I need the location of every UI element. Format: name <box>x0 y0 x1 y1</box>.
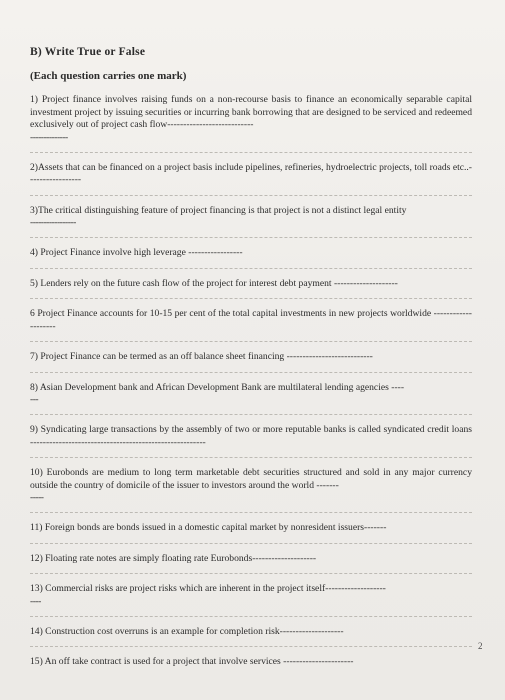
divider <box>30 457 472 458</box>
page-number: 2 <box>478 641 483 651</box>
question-1-tail: -------------- <box>30 131 68 143</box>
divider <box>30 646 472 647</box>
question-8: 8) Asian Development bank and African Development Bank are multilateral lending agencies ---- <box>30 381 405 393</box>
question-3: 3)The critical distinguishing feature of project financing is that project is not a distinct legal entity <box>30 204 407 216</box>
question-5: 5) Lenders rely on the future cash flow of the project for interest debt payment -------------------- <box>30 277 398 289</box>
divider <box>30 543 472 544</box>
question-12: 12) Floating rate notes are simply floating rate Eurobonds-------------------- <box>30 552 317 564</box>
question-8-tail: --- <box>30 394 39 405</box>
instruction-text: (Each question carries one mark) <box>30 70 187 82</box>
question-6: 6 Project Finance accounts for 10-15 per cent of the total capital investments in new projects worldwide -------------------- <box>30 308 472 332</box>
question-9: 9) Syndicating large transactions by the assembly of two or more reputable banks is called syndicated credit loans ------------------------------------------------------- <box>30 424 472 448</box>
divider <box>30 512 472 513</box>
divider <box>30 573 472 574</box>
divider <box>30 268 472 269</box>
divider <box>30 195 472 196</box>
question-10: 10) Eurobonds are medium to long term marketable debt securities structured and sold in any major currency outside the country of domicile of the issuer to investors around the world ------- <box>30 467 472 491</box>
question-4: 4) Project Finance involve high leverage ----------------- <box>30 247 243 258</box>
page-content <box>30 46 472 669</box>
section-title: B) Write True or False <box>30 46 146 58</box>
question-15: 15) An off take contract is used for a project that involve services ---------------------- <box>30 656 354 667</box>
divider <box>30 152 472 153</box>
divider <box>30 237 472 238</box>
question-11: 11) Foreign bonds are bonds issued in a domestic capital market by nonresident issuers------- <box>30 522 387 533</box>
question-2: 2)Assets that can be financed on a project basis include pipelines, refineries, hydroelectric projects, toll roads etc..----------------- <box>30 161 472 185</box>
question-13-tail: ---- <box>30 595 41 607</box>
divider <box>30 616 472 617</box>
question-1: 1) Project finance involves raising funds on a non-recourse basis to finance an economically separable capital investment project by issuing securities or incurring bank borrowing that are designed to be serviced and redeemed exclusively out of project cash flow--------------------------- <box>30 94 472 130</box>
divider <box>30 372 472 373</box>
divider <box>30 414 472 415</box>
question-10-tail: ----- <box>30 492 44 503</box>
question-3-tail: ----------------- <box>30 217 76 228</box>
divider <box>30 341 472 342</box>
divider <box>30 298 472 299</box>
question-13: 13) Commercial risks are project risks which are inherent in the project itself------------------- <box>30 583 386 594</box>
question-7: 7) Project Finance can be termed as an off balance sheet financing --------------------------- <box>30 351 373 362</box>
question-14: 14) Construction cost overruns is an example for completion risk-------------------- <box>30 625 344 637</box>
